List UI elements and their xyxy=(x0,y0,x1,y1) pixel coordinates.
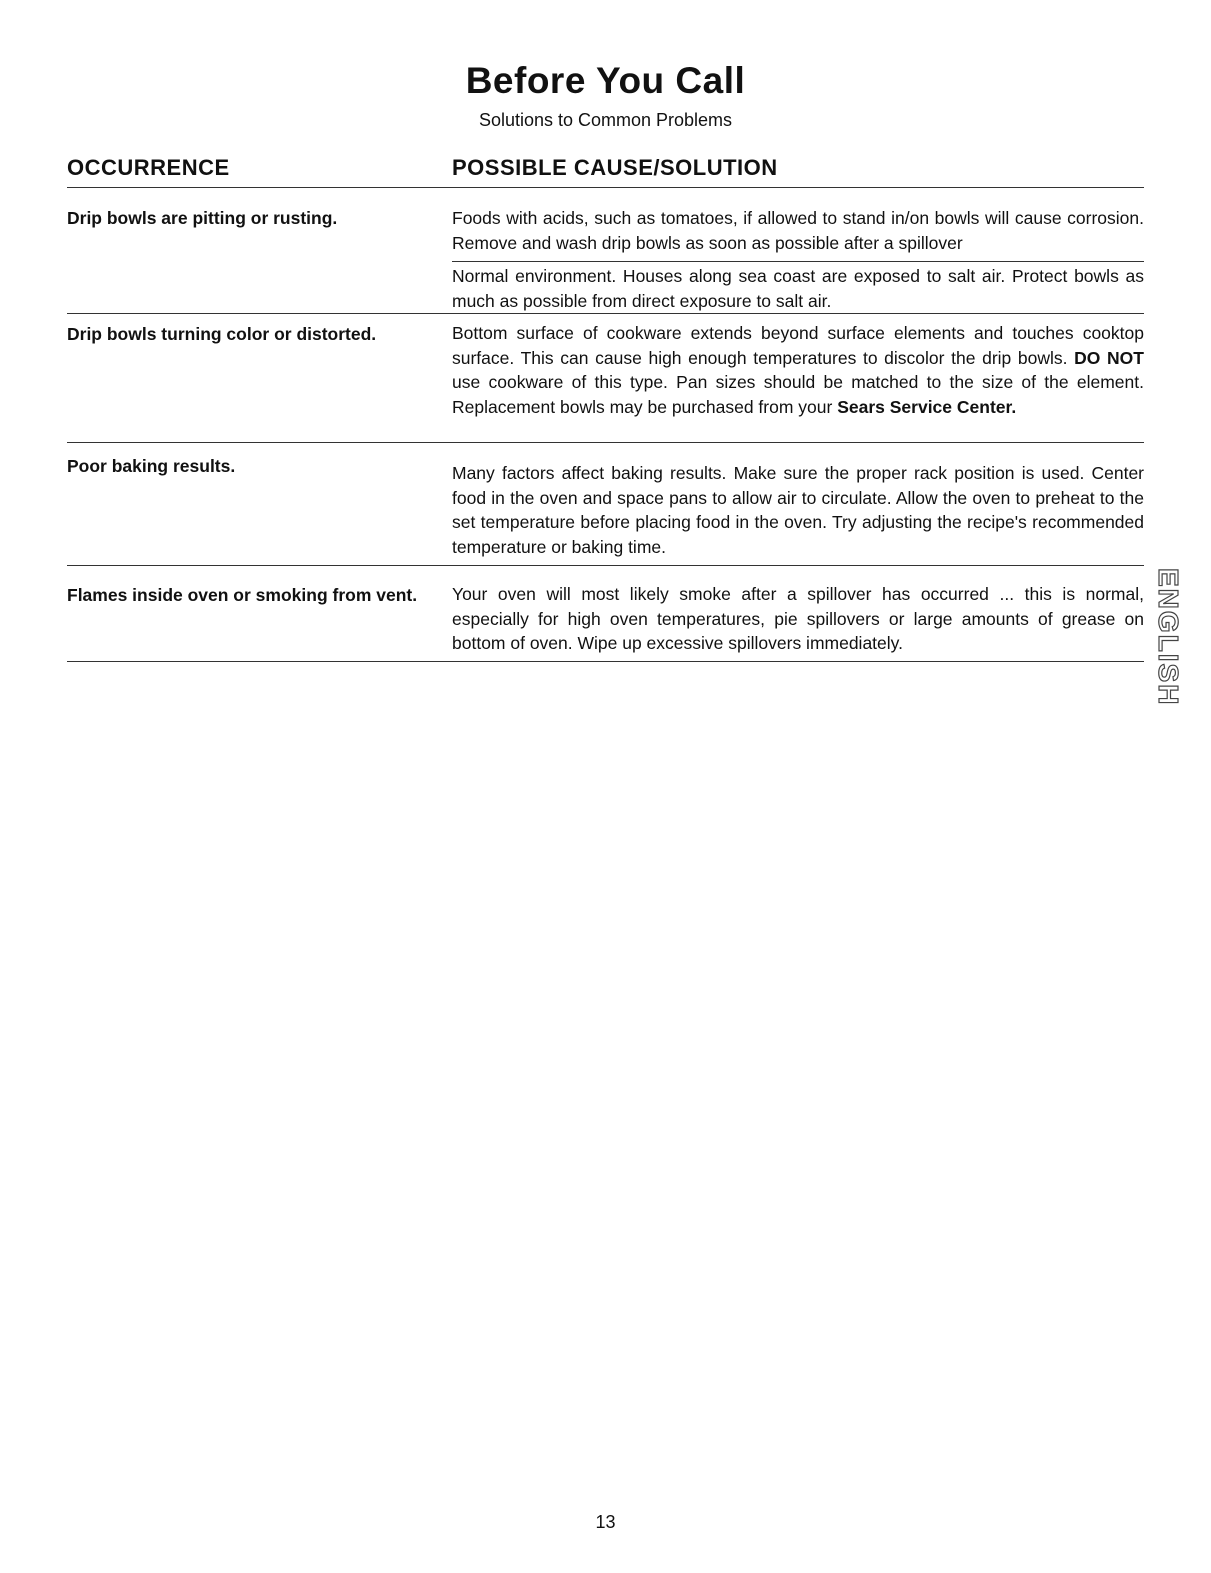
solution-text: Bottom surface of cookware extends beyond surface elements and touches cooktop surface. This can cause high enough temperatures to discolor the drip bowls. xyxy=(452,323,1144,368)
do-not-emphasis: DO NOT xyxy=(1074,347,1144,368)
solution-text: use cookware of this type. Pan sizes should be matched to the size of the element. Replacement bowls may be purchased from your xyxy=(452,372,1144,417)
occurrence-drip-bowls-pitting: Drip bowls are pitting or rusting. xyxy=(67,208,338,228)
solution-salt-air: Normal environment. Houses along sea coast are exposed to salt air. Protect bowls as much as possible from direct exposure to salt air. xyxy=(452,266,1144,311)
sears-service-center: Sears Service Center. xyxy=(837,396,1017,417)
solution-baking-factors: Many factors affect baking results. Make sure the proper rack position is used. Center food in the oven and space pans to allow air to circulate. Allow the oven to preheat to the set temperature before placing food in the oven. Try adjusting the recipe's recommended temperature or baking time. xyxy=(452,463,1144,557)
occurrence-flames-smoking: Flames inside oven or smoking from vent. xyxy=(67,585,418,605)
solution-column-header: POSSIBLE CAUSE/SOLUTION xyxy=(452,155,778,180)
row-divider xyxy=(67,565,1144,566)
row-divider xyxy=(67,661,1144,662)
occurrence-drip-bowls-discolor: Drip bowls turning color or distorted. xyxy=(67,324,377,344)
row-divider xyxy=(67,313,1144,314)
sub-rule xyxy=(452,261,1144,262)
solution-spillover-smoke: Your oven will most likely smoke after a spillover has occurred ... this is normal, especially for high oven temperatures, pie spillovers or large amounts of grease on bottom of oven. Wipe up excessive spillovers immediately. xyxy=(452,584,1144,653)
page-subtitle: Solutions to Common Problems xyxy=(478,110,733,130)
page-number: 13 xyxy=(595,1512,616,1532)
solution-cookware-size xyxy=(452,321,1144,419)
header-rule xyxy=(67,187,1144,188)
page-title: Before You Call xyxy=(465,60,746,101)
row-divider xyxy=(67,442,1144,443)
occurrence-column-header: OCCURRENCE xyxy=(67,155,230,180)
language-side-tab: ENGLISH xyxy=(1153,568,1184,707)
solution-acid-corrosion: Foods with acids, such as tomatoes, if allowed to stand in/on bowls will cause corrosion. Remove and wash drip bowls as soon as possible after a spillover xyxy=(452,208,1144,253)
occurrence-poor-baking: Poor baking results. xyxy=(67,456,236,476)
